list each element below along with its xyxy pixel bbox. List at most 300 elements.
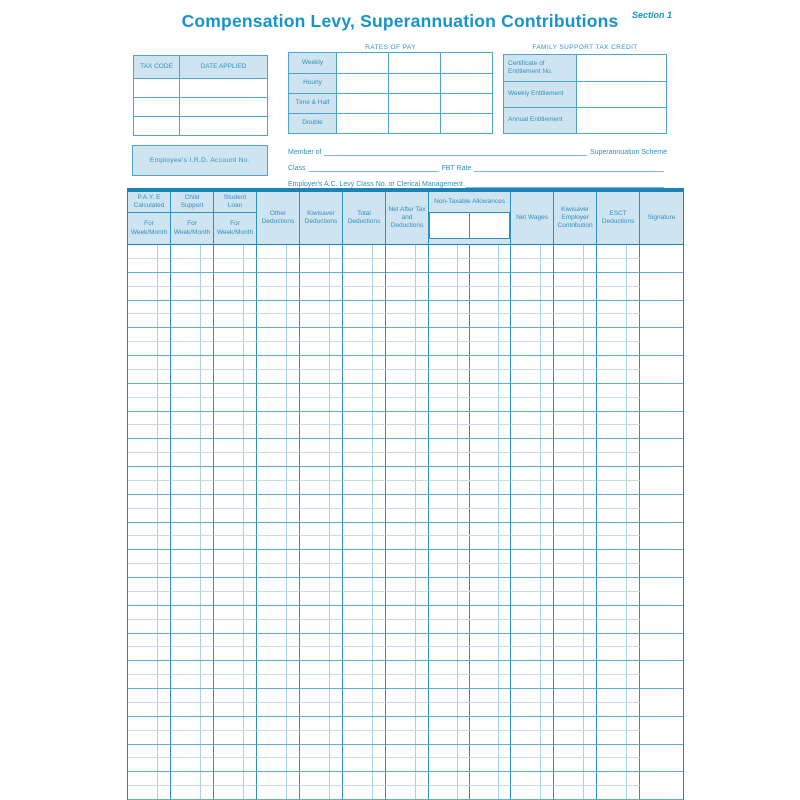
body-cell-net-after-tax bbox=[385, 425, 428, 439]
body-cell-student-loan bbox=[213, 245, 256, 259]
body-cell-other-deductions bbox=[256, 287, 299, 301]
body-cell-student-loan bbox=[213, 356, 256, 370]
body-cell-esct bbox=[596, 564, 639, 578]
body-cell-non-taxable-allowances bbox=[428, 689, 510, 703]
body-cell-other-deductions bbox=[256, 731, 299, 745]
body-cell-net-after-tax bbox=[385, 328, 428, 342]
body-cell-other-deductions bbox=[256, 523, 299, 537]
allowance-cell bbox=[429, 314, 469, 327]
body-cell-child-support bbox=[170, 578, 213, 592]
allowance-cell bbox=[469, 425, 510, 438]
allowance-cell bbox=[469, 661, 510, 674]
allowance-cell bbox=[469, 439, 510, 452]
body-cell-total-deductions bbox=[342, 592, 385, 606]
body-cell-esct bbox=[596, 495, 639, 509]
body-cell-kiwisaver-deductions bbox=[299, 786, 342, 800]
body-cell-kiwisaver-deductions bbox=[299, 398, 342, 412]
body-cell-paye bbox=[128, 370, 170, 384]
body-cell-net-wages bbox=[510, 453, 553, 467]
body-cell-paye bbox=[128, 772, 170, 786]
body-cell-total-deductions bbox=[342, 786, 385, 800]
body-cell-student-loan bbox=[213, 509, 256, 523]
body-cell-other-deductions bbox=[256, 301, 299, 315]
body-row bbox=[128, 453, 683, 467]
body-cell-net-wages bbox=[510, 439, 553, 453]
body-cell-non-taxable-allowances bbox=[428, 550, 510, 564]
body-cell-esct bbox=[596, 536, 639, 550]
body-cell-total-deductions bbox=[342, 398, 385, 412]
body-cell-non-taxable-allowances bbox=[428, 301, 510, 315]
body-cell-non-taxable-allowances bbox=[428, 717, 510, 731]
body-cell-paye bbox=[128, 689, 170, 703]
body-cell-signature bbox=[639, 467, 683, 481]
body-cell-kiwisaver-employer bbox=[553, 578, 596, 592]
body-cell-other-deductions bbox=[256, 425, 299, 439]
body-cell-kiwisaver-employer bbox=[553, 370, 596, 384]
body-cell-non-taxable-allowances bbox=[428, 620, 510, 634]
body-cell-net-wages bbox=[510, 495, 553, 509]
body-cell-kiwisaver-employer bbox=[553, 634, 596, 648]
body-cell-esct bbox=[596, 647, 639, 661]
body-cell-net-wages bbox=[510, 481, 553, 495]
body-cell-other-deductions bbox=[256, 467, 299, 481]
body-row bbox=[128, 592, 683, 606]
body-cell-net-wages bbox=[510, 550, 553, 564]
body-cell-net-after-tax bbox=[385, 661, 428, 675]
allowance-cell bbox=[469, 467, 510, 480]
body-cell-student-loan bbox=[213, 314, 256, 328]
body-cell-non-taxable-allowances bbox=[428, 370, 510, 384]
body-cell-other-deductions bbox=[256, 245, 299, 259]
body-cell-other-deductions bbox=[256, 439, 299, 453]
body-cell-esct bbox=[596, 453, 639, 467]
body-row bbox=[128, 398, 683, 412]
body-cell-child-support bbox=[170, 273, 213, 287]
body-cell-net-wages bbox=[510, 287, 553, 301]
tax-code-cell bbox=[134, 98, 179, 116]
body-cell-esct bbox=[596, 467, 639, 481]
body-cell-student-loan bbox=[213, 273, 256, 287]
superannuation-scheme-label: Superannuation Scheme bbox=[589, 149, 667, 156]
body-cell-kiwisaver-employer bbox=[553, 786, 596, 800]
body-cell-total-deductions bbox=[342, 758, 385, 772]
body-cell-signature bbox=[639, 703, 683, 717]
body-cell-net-after-tax bbox=[385, 259, 428, 273]
body-cell-non-taxable-allowances bbox=[428, 287, 510, 301]
body-cell-net-wages bbox=[510, 564, 553, 578]
rates-row bbox=[289, 93, 492, 113]
body-cell-signature bbox=[639, 370, 683, 384]
body-cell-student-loan bbox=[213, 675, 256, 689]
body-cell-signature bbox=[639, 634, 683, 648]
body-cell-kiwisaver-deductions bbox=[299, 675, 342, 689]
body-cell-paye bbox=[128, 745, 170, 759]
body-cell-net-after-tax bbox=[385, 481, 428, 495]
column-header-child-support bbox=[170, 192, 213, 244]
body-cell-non-taxable-allowances bbox=[428, 259, 510, 273]
column-header-net-after-tax bbox=[385, 192, 428, 244]
body-cell-paye bbox=[128, 536, 170, 550]
rates-row bbox=[289, 113, 492, 133]
body-cell-esct bbox=[596, 328, 639, 342]
body-cell-child-support bbox=[170, 425, 213, 439]
body-cell-net-wages bbox=[510, 398, 553, 412]
body-row bbox=[128, 758, 683, 772]
rates-row bbox=[289, 73, 492, 93]
body-cell-kiwisaver-deductions bbox=[299, 509, 342, 523]
body-cell-esct bbox=[596, 259, 639, 273]
body-cell-esct bbox=[596, 509, 639, 523]
body-cell-other-deductions bbox=[256, 550, 299, 564]
allowance-cell bbox=[469, 384, 510, 397]
column-header-label: Kiwisaver Deductions bbox=[304, 209, 338, 225]
allowance-cell bbox=[469, 772, 510, 785]
body-cell-kiwisaver-deductions bbox=[299, 259, 342, 273]
table-grid bbox=[127, 192, 684, 800]
allowance-cell bbox=[469, 717, 510, 730]
ird-account-box bbox=[132, 145, 268, 176]
allowance-cell bbox=[429, 578, 469, 591]
column-header-label: Total Deductions bbox=[347, 209, 381, 225]
allowance-cell bbox=[429, 550, 469, 563]
body-cell-student-loan bbox=[213, 661, 256, 675]
body-cell-signature bbox=[639, 717, 683, 731]
body-cell-signature bbox=[639, 439, 683, 453]
body-cell-child-support bbox=[170, 661, 213, 675]
tax-code-row bbox=[134, 78, 267, 97]
body-row bbox=[128, 731, 683, 745]
body-cell-esct bbox=[596, 689, 639, 703]
body-cell-kiwisaver-employer bbox=[553, 536, 596, 550]
body-cell-paye bbox=[128, 661, 170, 675]
section-label: Section 1 bbox=[631, 10, 672, 20]
allowance-cell bbox=[429, 328, 469, 341]
body-cell-kiwisaver-employer bbox=[553, 259, 596, 273]
body-cell-net-after-tax bbox=[385, 384, 428, 398]
body-cell-non-taxable-allowances bbox=[428, 578, 510, 592]
allowance-cell bbox=[469, 356, 510, 369]
body-cell-non-taxable-allowances bbox=[428, 384, 510, 398]
body-cell-student-loan bbox=[213, 731, 256, 745]
body-cell-total-deductions bbox=[342, 620, 385, 634]
body-cell-paye bbox=[128, 453, 170, 467]
body-cell-non-taxable-allowances bbox=[428, 786, 510, 800]
body-cell-net-wages bbox=[510, 592, 553, 606]
body-row bbox=[128, 273, 683, 287]
body-cell-other-deductions bbox=[256, 495, 299, 509]
body-cell-child-support bbox=[170, 481, 213, 495]
body-cell-child-support bbox=[170, 523, 213, 537]
body-cell-kiwisaver-deductions bbox=[299, 620, 342, 634]
tax-code-cell bbox=[134, 117, 179, 135]
body-cell-total-deductions bbox=[342, 467, 385, 481]
levy-class-line bbox=[288, 178, 667, 188]
allowance-cell bbox=[469, 606, 510, 619]
allowance-cell bbox=[429, 703, 469, 716]
allowance-cell bbox=[429, 398, 469, 411]
body-cell-total-deductions bbox=[342, 245, 385, 259]
body-cell-total-deductions bbox=[342, 259, 385, 273]
body-cell-net-wages bbox=[510, 273, 553, 287]
body-cell-kiwisaver-employer bbox=[553, 509, 596, 523]
allowance-cell bbox=[469, 745, 510, 758]
body-cell-net-after-tax bbox=[385, 703, 428, 717]
body-cell-total-deductions bbox=[342, 314, 385, 328]
body-cell-paye bbox=[128, 634, 170, 648]
body-cell-net-wages bbox=[510, 509, 553, 523]
column-header-sub-label: For Week/Month bbox=[173, 220, 211, 236]
body-cell-kiwisaver-deductions bbox=[299, 634, 342, 648]
family-support-row-label: Certificate of Entitlement No. bbox=[504, 55, 576, 81]
body-cell-total-deductions bbox=[342, 523, 385, 537]
body-cell-total-deductions bbox=[342, 370, 385, 384]
body-cell-net-wages bbox=[510, 301, 553, 315]
body-cell-kiwisaver-deductions bbox=[299, 495, 342, 509]
body-cell-esct bbox=[596, 578, 639, 592]
body-row bbox=[128, 287, 683, 301]
family-support-row-label: Annual Entitlement bbox=[504, 108, 576, 133]
body-cell-child-support bbox=[170, 536, 213, 550]
body-cell-total-deductions bbox=[342, 301, 385, 315]
class-label: Class bbox=[288, 165, 306, 172]
body-cell-child-support bbox=[170, 731, 213, 745]
rates-row-label: Time & Half bbox=[289, 94, 336, 113]
body-cell-child-support bbox=[170, 689, 213, 703]
body-cell-student-loan bbox=[213, 481, 256, 495]
body-row bbox=[128, 786, 683, 800]
body-cell-signature bbox=[639, 328, 683, 342]
rates-value-cell bbox=[388, 53, 440, 73]
body-cell-net-after-tax bbox=[385, 245, 428, 259]
body-cell-child-support bbox=[170, 245, 213, 259]
body-cell-kiwisaver-employer bbox=[553, 439, 596, 453]
ird-account-label: Employee's I.R.D. Account No. bbox=[149, 157, 251, 164]
body-cell-paye bbox=[128, 786, 170, 800]
body-row bbox=[128, 314, 683, 328]
body-cell-non-taxable-allowances bbox=[428, 453, 510, 467]
allowance-cell bbox=[429, 606, 469, 619]
body-cell-kiwisaver-deductions bbox=[299, 287, 342, 301]
tax-code-row bbox=[134, 97, 267, 116]
body-cell-kiwisaver-employer bbox=[553, 592, 596, 606]
body-cell-kiwisaver-deductions bbox=[299, 273, 342, 287]
body-cell-kiwisaver-employer bbox=[553, 425, 596, 439]
body-cell-paye bbox=[128, 758, 170, 772]
tax-code-table bbox=[133, 55, 268, 136]
rates-value-cell bbox=[336, 94, 388, 113]
body-cell-other-deductions bbox=[256, 453, 299, 467]
body-cell-student-loan bbox=[213, 287, 256, 301]
column-header-label: P.A.Y. E Calculated bbox=[128, 192, 170, 213]
body-cell-paye bbox=[128, 550, 170, 564]
allowance-cell bbox=[429, 412, 469, 425]
allowance-cell bbox=[429, 259, 469, 272]
allowance-cell bbox=[429, 717, 469, 730]
body-cell-student-loan bbox=[213, 536, 256, 550]
body-cell-child-support bbox=[170, 592, 213, 606]
body-cell-net-after-tax bbox=[385, 273, 428, 287]
body-cell-paye bbox=[128, 717, 170, 731]
body-cell-total-deductions bbox=[342, 661, 385, 675]
body-cell-kiwisaver-employer bbox=[553, 717, 596, 731]
body-cell-total-deductions bbox=[342, 356, 385, 370]
column-header-label: Non-Taxable Allowances bbox=[434, 197, 505, 205]
body-cell-esct bbox=[596, 592, 639, 606]
body-cell-net-after-tax bbox=[385, 356, 428, 370]
column-header-sub-label: For Week/Month bbox=[130, 220, 168, 236]
allowance-cell bbox=[469, 453, 510, 466]
body-cell-signature bbox=[639, 731, 683, 745]
body-cell-net-after-tax bbox=[385, 370, 428, 384]
body-cell-kiwisaver-deductions bbox=[299, 453, 342, 467]
allowance-cell bbox=[469, 412, 510, 425]
body-cell-paye bbox=[128, 439, 170, 453]
body-cell-paye bbox=[128, 703, 170, 717]
body-cell-non-taxable-allowances bbox=[428, 342, 510, 356]
body-cell-student-loan bbox=[213, 384, 256, 398]
body-cell-signature bbox=[639, 425, 683, 439]
body-row bbox=[128, 301, 683, 315]
body-row bbox=[128, 495, 683, 509]
body-row bbox=[128, 606, 683, 620]
body-cell-student-loan bbox=[213, 342, 256, 356]
body-cell-kiwisaver-employer bbox=[553, 647, 596, 661]
rates-value-cell bbox=[388, 114, 440, 133]
body-cell-kiwisaver-employer bbox=[553, 481, 596, 495]
body-cell-esct bbox=[596, 731, 639, 745]
body-cell-other-deductions bbox=[256, 328, 299, 342]
body-cell-net-after-tax bbox=[385, 786, 428, 800]
body-cell-student-loan bbox=[213, 328, 256, 342]
body-cell-net-wages bbox=[510, 384, 553, 398]
body-cell-non-taxable-allowances bbox=[428, 314, 510, 328]
body-cell-child-support bbox=[170, 772, 213, 786]
page-title: Compensation Levy, Superannuation Contributions bbox=[181, 11, 619, 31]
body-cell-student-loan bbox=[213, 550, 256, 564]
body-cell-net-wages bbox=[510, 772, 553, 786]
body-cell-total-deductions bbox=[342, 384, 385, 398]
body-cell-net-after-tax bbox=[385, 523, 428, 537]
body-cell-kiwisaver-employer bbox=[553, 620, 596, 634]
body-cell-net-wages bbox=[510, 634, 553, 648]
allowance-cell bbox=[429, 772, 469, 785]
allowance-cell bbox=[469, 273, 510, 286]
body-cell-other-deductions bbox=[256, 356, 299, 370]
body-cell-net-wages bbox=[510, 578, 553, 592]
allowance-cell bbox=[429, 453, 469, 466]
body-cell-esct bbox=[596, 606, 639, 620]
body-cell-child-support bbox=[170, 398, 213, 412]
body-cell-child-support bbox=[170, 564, 213, 578]
body-cell-net-wages bbox=[510, 370, 553, 384]
body-cell-net-after-tax bbox=[385, 675, 428, 689]
body-cell-esct bbox=[596, 287, 639, 301]
body-cell-other-deductions bbox=[256, 509, 299, 523]
body-row bbox=[128, 384, 683, 398]
body-cell-total-deductions bbox=[342, 342, 385, 356]
body-cell-esct bbox=[596, 356, 639, 370]
rates-of-pay-title: RATES OF PAY bbox=[365, 44, 416, 51]
body-cell-signature bbox=[639, 661, 683, 675]
class-fill-line bbox=[309, 162, 439, 172]
body-cell-child-support bbox=[170, 647, 213, 661]
family-support-row bbox=[504, 107, 666, 133]
body-cell-non-taxable-allowances bbox=[428, 467, 510, 481]
body-cell-kiwisaver-deductions bbox=[299, 425, 342, 439]
rates-value-cell bbox=[440, 94, 492, 113]
body-cell-signature bbox=[639, 758, 683, 772]
body-row bbox=[128, 675, 683, 689]
allowance-cell bbox=[429, 439, 469, 452]
body-cell-other-deductions bbox=[256, 772, 299, 786]
body-cell-kiwisaver-employer bbox=[553, 731, 596, 745]
allowance-cell bbox=[429, 745, 469, 758]
family-support-value-cell bbox=[576, 82, 666, 107]
body-cell-student-loan bbox=[213, 564, 256, 578]
body-cell-paye bbox=[128, 675, 170, 689]
body-row bbox=[128, 342, 683, 356]
body-cell-other-deductions bbox=[256, 398, 299, 412]
body-cell-other-deductions bbox=[256, 661, 299, 675]
body-cell-kiwisaver-deductions bbox=[299, 703, 342, 717]
body-cell-esct bbox=[596, 745, 639, 759]
body-row bbox=[128, 620, 683, 634]
body-cell-esct bbox=[596, 342, 639, 356]
body-cell-signature bbox=[639, 675, 683, 689]
body-cell-kiwisaver-employer bbox=[553, 495, 596, 509]
body-cell-net-wages bbox=[510, 412, 553, 426]
column-header-net-wages bbox=[510, 192, 553, 244]
body-cell-kiwisaver-deductions bbox=[299, 550, 342, 564]
body-cell-kiwisaver-deductions bbox=[299, 689, 342, 703]
body-cell-kiwisaver-employer bbox=[553, 564, 596, 578]
body-row bbox=[128, 328, 683, 342]
allowance-cell bbox=[429, 356, 469, 369]
body-cell-student-loan bbox=[213, 786, 256, 800]
table-header-row bbox=[128, 192, 683, 245]
tax-code-header-cell: TAX CODE bbox=[134, 56, 179, 78]
body-cell-signature bbox=[639, 592, 683, 606]
body-row bbox=[128, 509, 683, 523]
column-header-label: Child Support bbox=[171, 192, 213, 213]
body-cell-net-wages bbox=[510, 342, 553, 356]
body-cell-paye bbox=[128, 384, 170, 398]
member-of-label: Member of bbox=[288, 149, 322, 156]
body-cell-kiwisaver-deductions bbox=[299, 328, 342, 342]
body-cell-paye bbox=[128, 731, 170, 745]
body-cell-kiwisaver-employer bbox=[553, 356, 596, 370]
allowance-entry-box bbox=[470, 212, 510, 239]
body-cell-signature bbox=[639, 273, 683, 287]
body-cell-child-support bbox=[170, 606, 213, 620]
body-cell-net-after-tax bbox=[385, 301, 428, 315]
body-cell-child-support bbox=[170, 467, 213, 481]
column-header-signature bbox=[639, 192, 683, 244]
body-cell-paye bbox=[128, 578, 170, 592]
body-cell-total-deductions bbox=[342, 481, 385, 495]
body-cell-non-taxable-allowances bbox=[428, 425, 510, 439]
body-cell-esct bbox=[596, 481, 639, 495]
family-support-title: FAMILY SUPPORT TAX CREDIT bbox=[532, 44, 638, 51]
body-cell-child-support bbox=[170, 634, 213, 648]
allowance-cell bbox=[429, 287, 469, 300]
allowance-cell bbox=[429, 384, 469, 397]
body-cell-paye bbox=[128, 398, 170, 412]
body-cell-kiwisaver-deductions bbox=[299, 772, 342, 786]
body-cell-net-wages bbox=[510, 245, 553, 259]
body-cell-net-wages bbox=[510, 356, 553, 370]
body-cell-kiwisaver-employer bbox=[553, 342, 596, 356]
